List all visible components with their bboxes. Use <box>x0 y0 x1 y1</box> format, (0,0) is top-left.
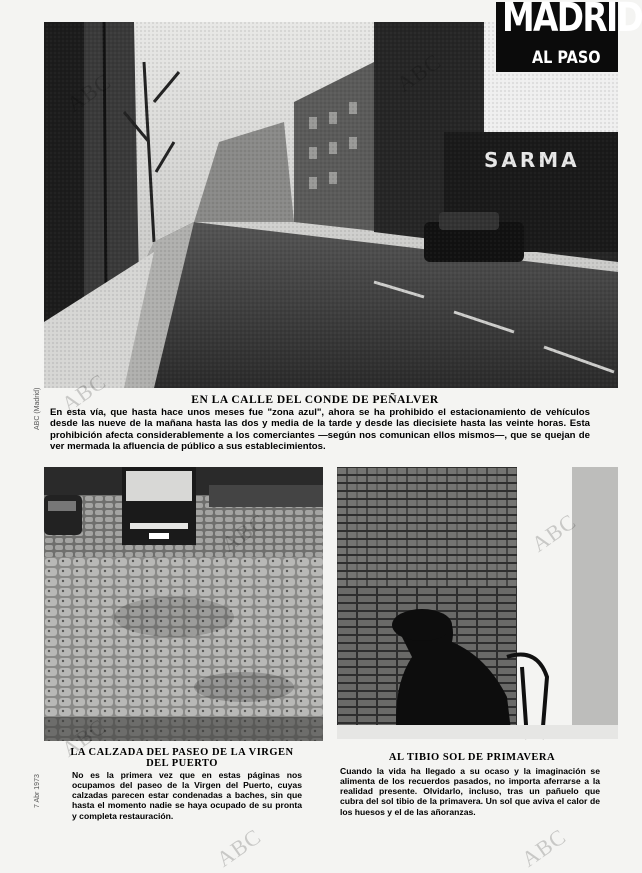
elderly-woman-photo <box>337 467 618 739</box>
side-note-top: ABC (Madrid) <box>34 387 41 430</box>
right-body: Cuando la vida ha llegado a su ocaso y la imaginación se alimenta de los recuerdos pasados, no importa aferrarse a la realidad presente. Olvidarlo, incluso, tras un pañuelo que cubra del sol tibio de la primavera. Un sol que aviva el calor de los huesos y el de las añoranzas. <box>340 766 600 817</box>
section-masthead <box>496 0 642 72</box>
right-headline: AL TIBIO SOL DE PRIMAVERA <box>388 752 556 763</box>
cobblestone-road-photo <box>44 467 323 741</box>
watermark: ABC <box>56 368 111 417</box>
street-photo-conde-penalver <box>44 22 618 388</box>
left-body: No es la primera vez que en estas páginas nos ocupamos del paseo de la Virgen del Puerto, cuyas calzadas parecen estar condenadas a baches, sin que hasta el momento nadie se haya ocupado de su pronta y completa restauración. <box>72 770 302 821</box>
masthead-subtitle: AL PASO <box>532 48 601 68</box>
side-note-bottom: 7 Abr 1973 <box>34 774 41 808</box>
watermark: ABC <box>516 823 571 872</box>
left-headline: LA CALZADA DEL PASEO DE LA VIRGEN DEL PUERTO <box>70 747 294 770</box>
masthead-title: MADRID <box>502 0 642 41</box>
main-body: En esta vía, que hasta hace unos meses fue "zona azul", ahora se ha prohibido el estacionamiento de vehículos desde las nueve de la mañana hasta las dos y media de la tarde y desde las diecisiete hasta las veinte horas. Esta prohibición afecta considerablemente a los comerciantes —según nos comunican ellos mismos—, que se quejan de ver mermada la afluencia de público a sus establecimientos. <box>50 407 590 452</box>
main-headline: EN LA CALLE DEL CONDE DE PEÑALVER <box>191 394 439 406</box>
watermark: ABC <box>211 823 266 872</box>
